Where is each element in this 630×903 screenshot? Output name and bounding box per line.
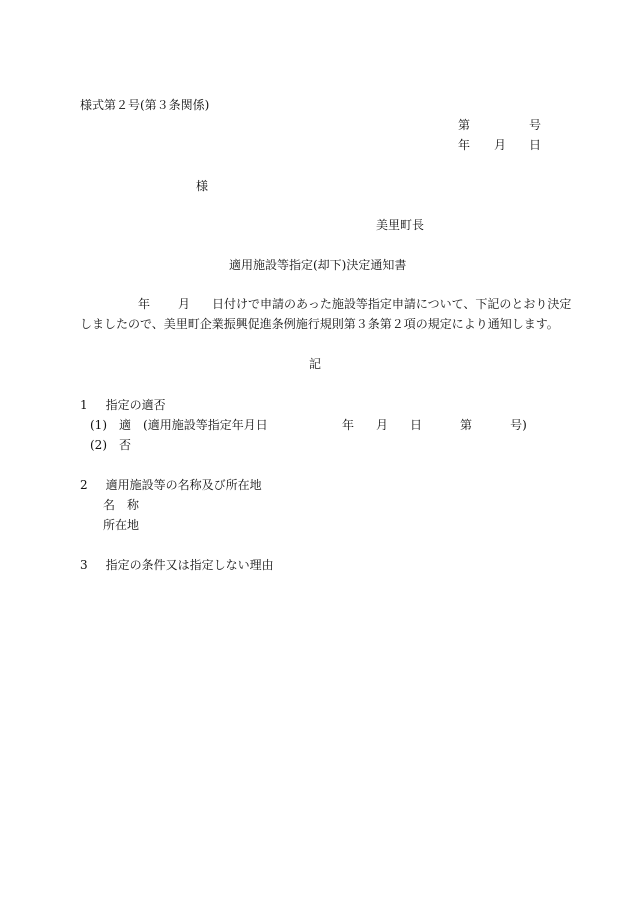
document-number-prefix: 第 [458,118,471,132]
document-number-suffix: 号 [529,118,542,132]
body-line-1-rest: 日付けで申請のあった施設等指定申請について、下記のとおり決定 [212,297,572,311]
facility-location-label: 所在地 [103,518,140,532]
date-year-label: 年 [458,138,471,152]
section-2-number: 2 [80,478,88,492]
issuer-name: 美里町長 [376,218,425,232]
facility-name-label: 名 称 [103,498,140,512]
section-1-number: 1 [80,398,88,412]
section-1-item-1-date [342,418,527,432]
section-1-item-2 [90,438,131,452]
item-1-year-label: 年 [342,418,355,432]
section-1-item-1 [90,418,268,432]
item-1-number-prefix: 第 [460,418,473,432]
item-1-day-label: 日 [410,418,423,432]
body-line-1 [138,297,571,311]
item-1-number: (1) [90,418,107,432]
item-2-number: (2) [90,438,107,452]
addressee-honorific: 様 [196,179,209,193]
section-2-heading [80,478,262,492]
section-1-title: 指定の適否 [105,398,166,412]
section-1-heading [80,398,166,412]
body-month-label: 月 [178,297,191,311]
section-3-heading [80,558,274,572]
item-1-number-suffix: 号) [510,418,527,432]
item-1-paren-label: (適用施設等指定年月日 [143,418,268,432]
item-1-label: 適 [119,418,132,432]
form-label: 様式第２号(第３条関係) [80,98,210,112]
ki-heading: 記 [309,357,322,371]
date-day-label: 日 [529,138,542,152]
section-3-title: 指定の条件又は指定しない理由 [105,558,274,572]
section-3-number: 3 [80,558,88,572]
body-year-label: 年 [138,297,151,311]
date-month-label: 月 [494,138,507,152]
body-line-2: しましたので、美里町企業振興促進条例施行規則第３条第２項の規定により通知します。 [80,317,559,331]
document-title: 適用施設等指定(却下)決定通知書 [229,258,407,272]
item-1-month-label: 月 [376,418,389,432]
section-2-title: 適用施設等の名称及び所在地 [105,478,262,492]
item-2-label: 否 [119,438,132,452]
